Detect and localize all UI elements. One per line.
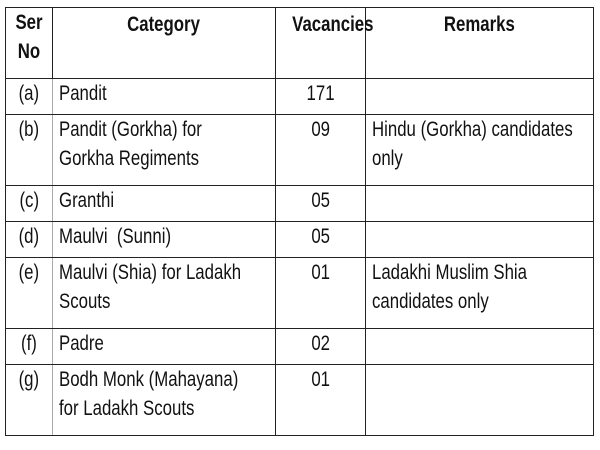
vacancies-text: 05 [311, 225, 330, 248]
category-cell [53, 258, 276, 329]
ser-cell [6, 258, 53, 329]
table-row [6, 258, 594, 329]
category-text: Pandit (Gorkha) for Gorkha Regiments [59, 118, 202, 170]
category-text: Granthi [59, 189, 115, 212]
table-row [6, 115, 594, 186]
ser-text: (e) [18, 261, 40, 284]
category-text: Maulvi (Sunni) [59, 225, 172, 248]
vacancies-text: 09 [311, 118, 330, 141]
table-row [6, 79, 594, 115]
ser-cell [6, 186, 53, 222]
vacancies-text: 02 [311, 332, 330, 355]
header-label: Category [127, 13, 201, 36]
category-cell [53, 222, 276, 258]
category-cell [53, 79, 276, 115]
vacancies-cell [276, 222, 366, 258]
header-label: Vacancies [292, 13, 374, 36]
remarks-text: Hindu (Gorkha) candidates only [372, 118, 573, 170]
remarks-cell [366, 79, 594, 115]
category-cell [53, 186, 276, 222]
table-row [6, 365, 594, 436]
header-row [6, 8, 594, 79]
vacancies-cell [276, 186, 366, 222]
header-category [53, 8, 276, 79]
ser-cell [6, 329, 53, 365]
table-row [6, 186, 594, 222]
ser-text: (c) [19, 189, 39, 212]
category-text: Pandit [59, 82, 107, 105]
category-cell [53, 365, 276, 436]
vacancies-cell [276, 365, 366, 436]
ser-text: (f) [21, 332, 37, 355]
ser-text: (d) [18, 225, 40, 248]
category-text: Bodh Monk (Mahayana) for Ladakh Scouts [59, 368, 239, 420]
table-row [6, 222, 594, 258]
vacancies-text: 01 [311, 261, 330, 284]
header-remarks [366, 8, 594, 79]
category-text: Padre [59, 332, 104, 355]
category-cell [53, 329, 276, 365]
vacancies-table [5, 7, 594, 436]
ser-text: (b) [18, 118, 40, 141]
header-vacancies [276, 8, 374, 79]
category-cell [53, 115, 276, 186]
category-text: Maulvi (Shia) for Ladakh Scouts [59, 261, 242, 313]
table-row [6, 329, 594, 365]
ser-cell [6, 115, 53, 186]
remarks-text: Ladakhi Muslim Shia candidates only [372, 261, 528, 313]
vacancies-cell [276, 79, 366, 115]
remarks-cell [366, 365, 594, 436]
vacancies-cell [276, 258, 366, 329]
vacancies-text: 01 [311, 368, 330, 391]
ser-text: (a) [18, 82, 40, 105]
ser-text: (g) [18, 368, 40, 391]
ser-cell [6, 365, 53, 436]
remarks-cell [366, 329, 594, 365]
ser-cell [6, 222, 53, 258]
remarks-cell [366, 115, 594, 186]
header-ser-no [6, 8, 53, 79]
remarks-cell [366, 258, 594, 329]
vacancies-text: 171 [306, 82, 335, 105]
header-label: Remarks [443, 13, 515, 36]
ser-cell [6, 79, 53, 115]
vacancies-cell [276, 329, 366, 365]
remarks-cell [366, 186, 594, 222]
vacancies-text: 05 [311, 189, 330, 212]
remarks-cell [366, 222, 594, 258]
header-label: Ser No [15, 11, 43, 63]
vacancies-cell [276, 115, 366, 186]
